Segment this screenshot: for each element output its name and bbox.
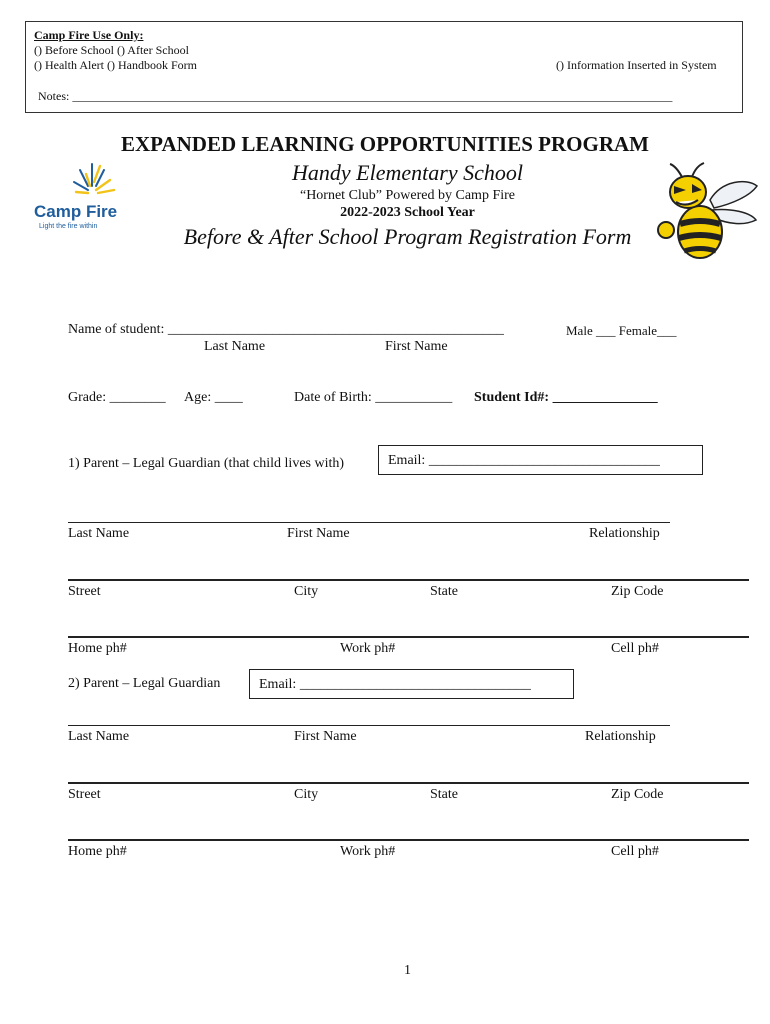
- office-use-heading: Camp Fire Use Only:: [34, 28, 144, 42]
- form-title: Before & After School Program Registration Form: [183, 224, 632, 249]
- powered-by-line: “Hornet Club” Powered by Camp Fire: [299, 188, 515, 203]
- guardian-1-phone-line[interactable]: [68, 636, 749, 638]
- student-id-field[interactable]: Student Id#: _______________: [474, 390, 658, 405]
- guardian-1-zip-label: Zip Code: [611, 584, 664, 599]
- student-last-name-label: Last Name: [204, 339, 266, 354]
- guardian-1-email-box[interactable]: [378, 445, 703, 475]
- office-use-box: [25, 21, 743, 113]
- school-year: 2022-2023 School Year: [340, 205, 475, 220]
- grade-field[interactable]: Grade: ________: [68, 390, 166, 405]
- guardian-2-city-label: City: [294, 787, 319, 802]
- camp-fire-tagline: Light the fire within: [39, 223, 98, 230]
- guardian-2-last-name-label: Last Name: [68, 729, 130, 744]
- guardian-1-home-phone-label: Home ph#: [68, 641, 127, 656]
- guardian-2-relationship-label: Relationship: [585, 729, 656, 744]
- guardian-2-cell-phone-label: Cell ph#: [611, 844, 659, 859]
- guardian-1-city-label: City: [294, 584, 319, 599]
- guardian-2-state-label: State: [430, 787, 458, 802]
- guardian-1-state-label: State: [430, 584, 458, 599]
- guardian-2-work-phone-label: Work ph#: [340, 844, 396, 859]
- guardian-2-email-field[interactable]: Email: _________________________________: [259, 677, 531, 692]
- office-use-line-1: () Before School () After School: [34, 43, 189, 57]
- camp-fire-logo-text: Camp Fire: [34, 202, 118, 221]
- guardian-1-cell-phone-label: Cell ph#: [611, 641, 659, 656]
- guardian-1-heading: 1) Parent – Legal Guardian (that child lives with): [68, 456, 345, 471]
- guardian-1-email-field[interactable]: Email: _________________________________: [388, 453, 660, 468]
- age-field[interactable]: Age: ____: [184, 390, 243, 405]
- guardian-2-email-box[interactable]: [249, 669, 574, 699]
- student-first-name-label: First Name: [385, 339, 448, 354]
- office-use-line-2: () Health Alert () Handbook Form: [34, 58, 197, 72]
- guardian-1-address-line[interactable]: [68, 579, 749, 581]
- date-of-birth-field[interactable]: Date of Birth: ___________: [294, 390, 453, 405]
- guardian-2-street-label: Street: [68, 787, 101, 802]
- guardian-2-name-line[interactable]: [68, 725, 670, 726]
- program-title: EXPANDED LEARNING OPPORTUNITIES PROGRAM: [121, 132, 649, 156]
- student-name-field[interactable]: Name of student: ________________________________________________: [68, 322, 504, 337]
- guardian-2-first-name-label: First Name: [294, 729, 357, 744]
- guardian-2-phone-line[interactable]: [68, 839, 749, 841]
- guardian-1-last-name-label: Last Name: [68, 526, 130, 541]
- guardian-1-relationship-label: Relationship: [589, 526, 660, 541]
- hornet-mascot-icon: [652, 160, 762, 265]
- info-inserted-check: () Information Inserted in System: [556, 58, 717, 72]
- guardian-2-home-phone-label: Home ph#: [68, 844, 127, 859]
- guardian-1-first-name-label: First Name: [287, 526, 350, 541]
- guardian-1-street-label: Street: [68, 584, 101, 599]
- page-number: 1: [404, 963, 411, 978]
- guardian-1-work-phone-label: Work ph#: [340, 641, 396, 656]
- gender-field[interactable]: Male ___ Female___: [566, 323, 677, 338]
- guardian-1-name-line[interactable]: [68, 522, 670, 523]
- guardian-2-address-line[interactable]: [68, 782, 749, 784]
- guardian-2-zip-label: Zip Code: [611, 787, 664, 802]
- school-name: Handy Elementary School: [292, 160, 523, 185]
- guardian-2-heading: 2) Parent – Legal Guardian: [68, 676, 221, 691]
- notes-line: Notes: ____________________________________________________________________________________________________: [38, 89, 673, 103]
